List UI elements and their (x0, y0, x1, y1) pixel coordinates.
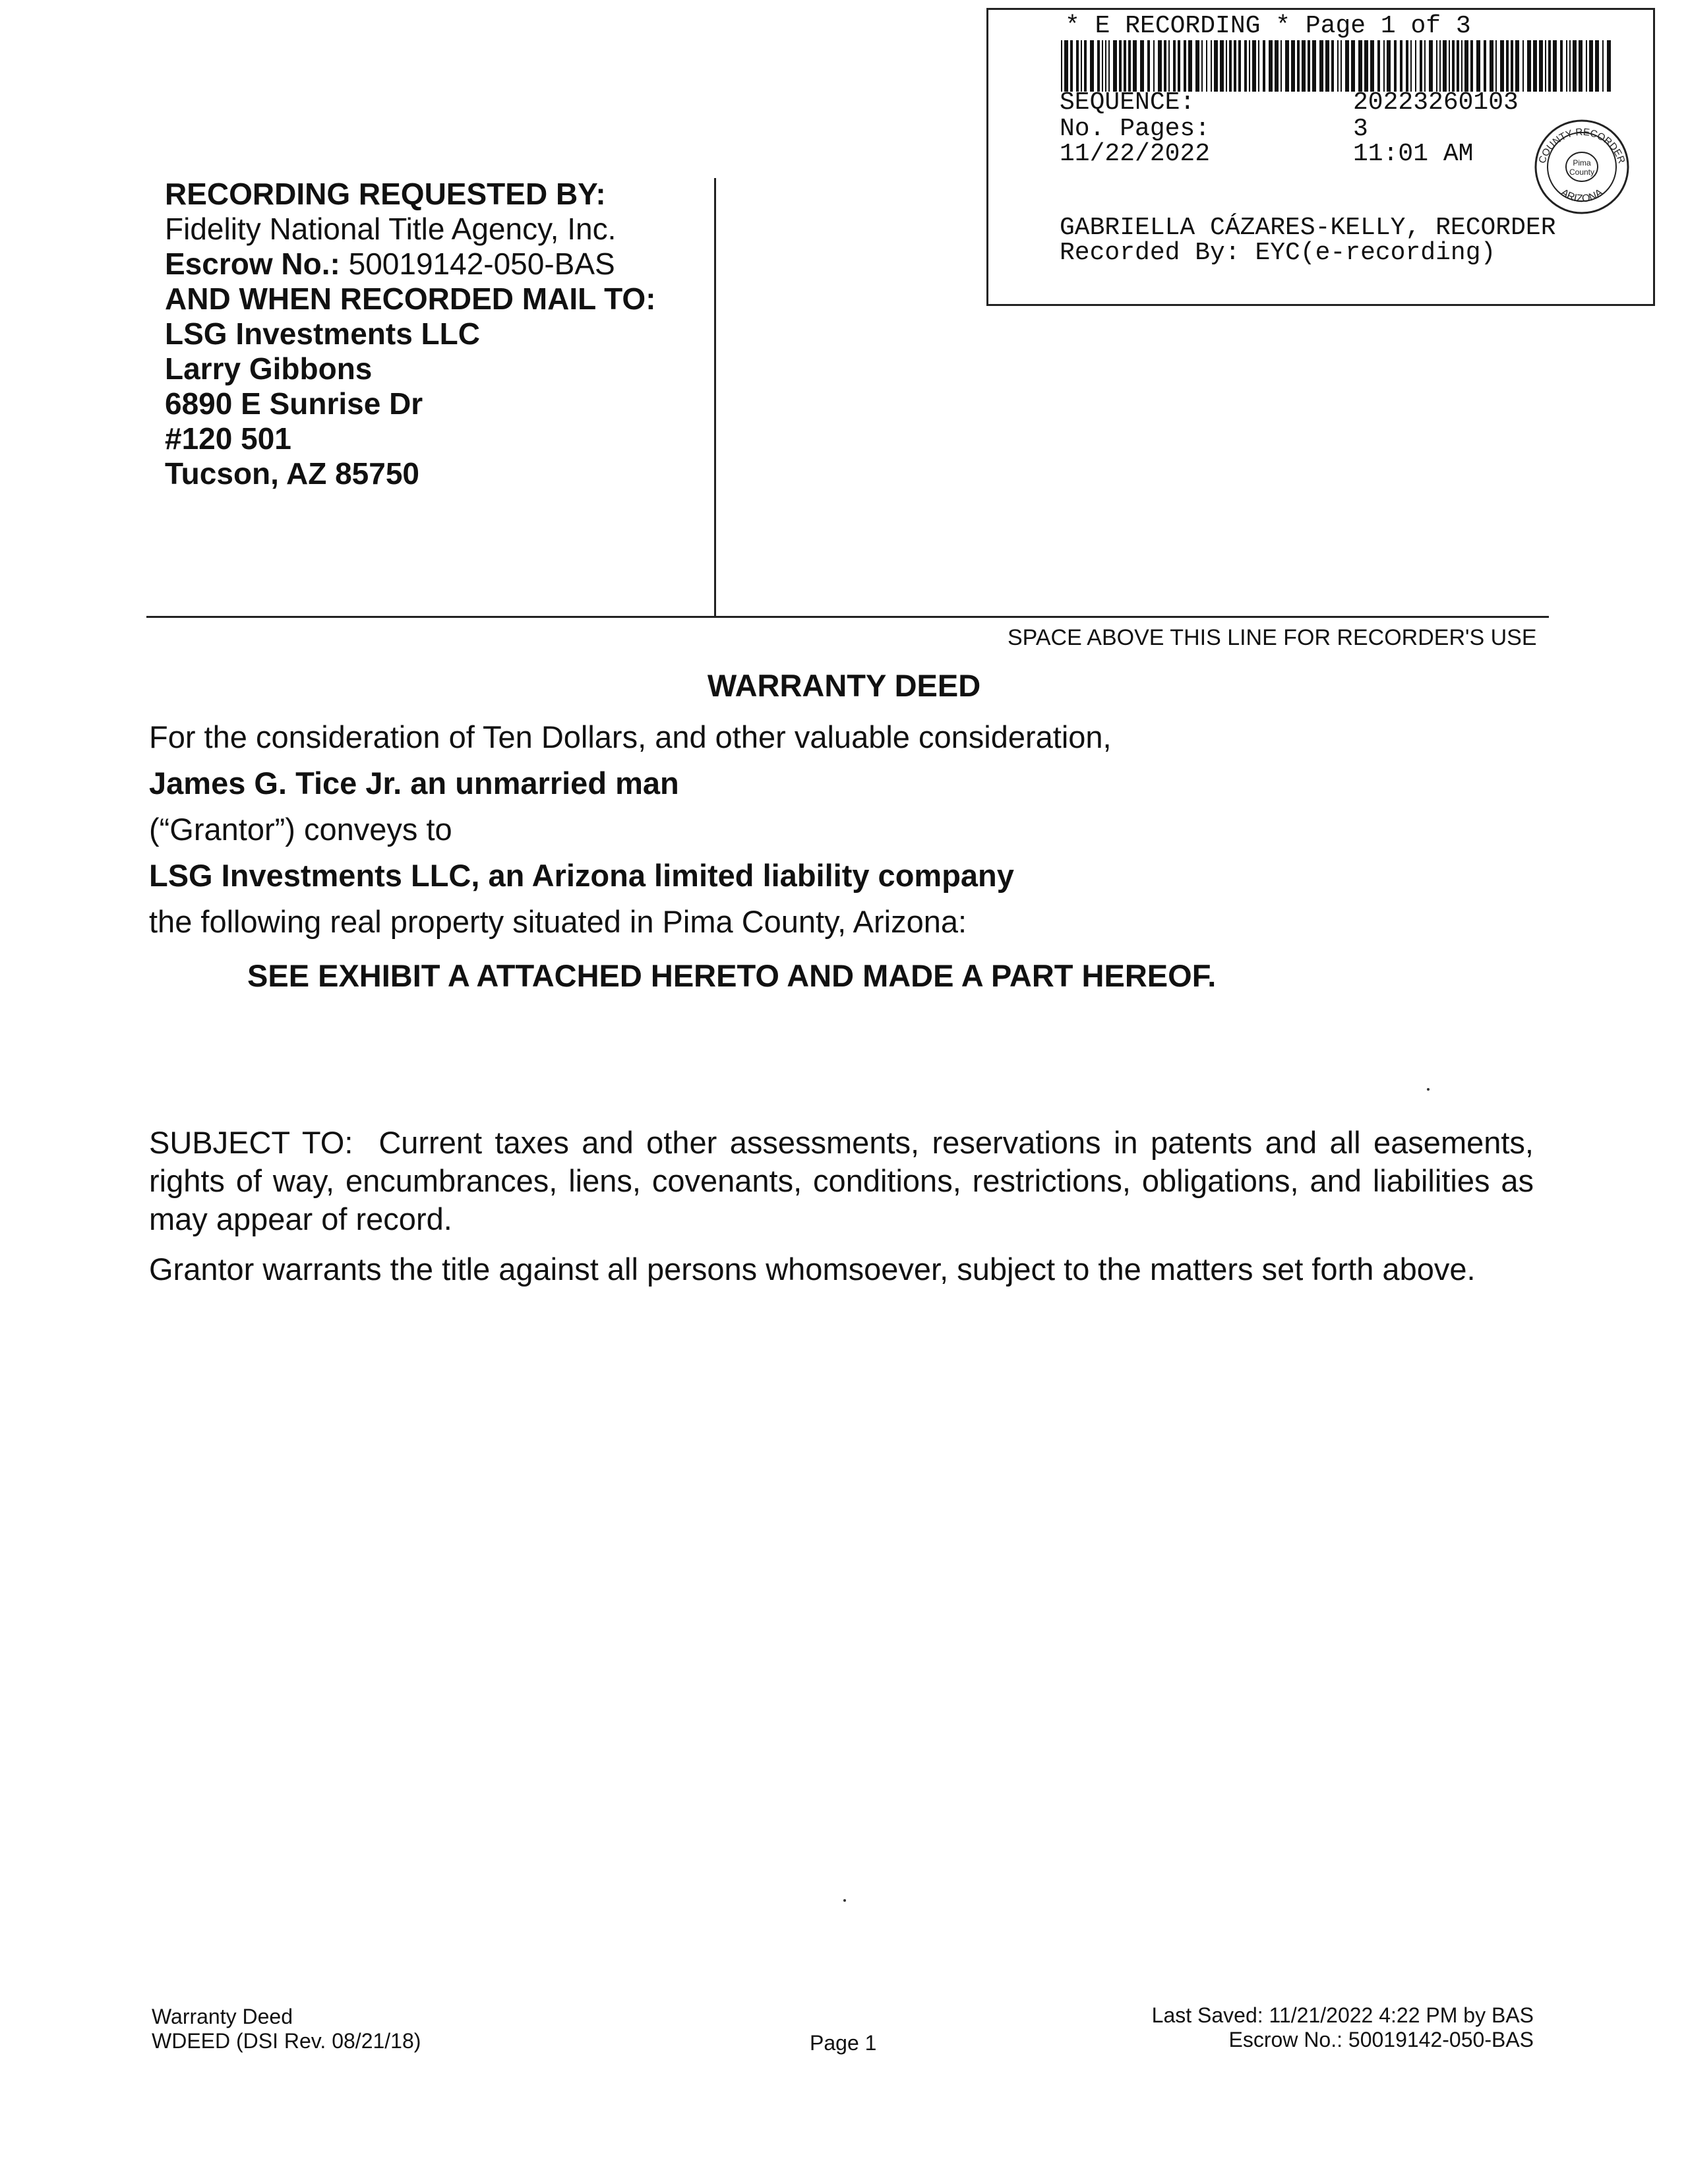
recorded-by: Recorded By: EYC(e-recording) (1060, 239, 1496, 267)
seal-center-1: Pima (1573, 158, 1591, 167)
stamp-header: * E RECORDING * Page 1 of 3 (1065, 12, 1471, 40)
barcode-icon (1061, 40, 1615, 92)
svg-text:ARIZONA (1559, 187, 1606, 204)
pages-label: No. Pages: (1060, 115, 1211, 143)
mail-heading: AND WHEN RECORDED MAIL TO: (165, 282, 656, 316)
seal-center-2: County (1569, 167, 1595, 177)
scan-speck (843, 1899, 846, 1902)
escrow-label: Escrow No.: (165, 247, 340, 281)
pages-value: 3 (1353, 115, 1368, 143)
mail-line: #120 501 (165, 421, 291, 456)
mail-line: LSG Investments LLC (165, 317, 480, 351)
mail-line: 6890 E Sunrise Dr (165, 386, 423, 421)
grantor-name: James G. Tice Jr. an unmarried man (149, 766, 679, 801)
footer-last-saved: Last Saved: 11/21/2022 4:22 PM by BAS (1151, 2003, 1534, 2027)
escrow-line (165, 247, 656, 282)
footer-right (1152, 2003, 1534, 2052)
recording-requested-block (165, 177, 656, 491)
mail-line: Larry Gibbons (165, 351, 373, 386)
footer-left (152, 2005, 421, 2053)
sequence-value: 20223260103 (1353, 88, 1519, 117)
header-divider-vertical (714, 178, 716, 617)
conveys-text: (“Grantor”) conveys to (149, 812, 452, 847)
footer-escrow: Escrow No.: 50019142-050-BAS (1228, 2028, 1534, 2051)
subject-label: SUBJECT TO: (149, 1125, 353, 1160)
record-date: 11/22/2022 (1060, 140, 1211, 168)
seal-top-text: COUNTY RECORDER (1536, 126, 1627, 166)
seal-bottom-text: ARIZONA (1558, 187, 1606, 205)
footer-page-number: Page 1 (810, 2031, 877, 2055)
recorder-stamp (986, 8, 1655, 306)
requested-heading: RECORDING REQUESTED BY: (165, 177, 606, 211)
record-time: 11:01 AM (1353, 140, 1474, 168)
requested-company: Fidelity National Title Agency, Inc. (165, 212, 617, 246)
county-seal-icon (1532, 117, 1631, 216)
footer-form-id: WDEED (DSI Rev. 08/21/18) (152, 2029, 421, 2053)
recorder-use-note: SPACE ABOVE THIS LINE FOR RECORDER'S USE (1008, 625, 1537, 650)
sequence-label: SEQUENCE: (1060, 88, 1195, 117)
recorder-space-line (146, 616, 1549, 618)
mail-line: Tucson, AZ 85750 (165, 456, 420, 491)
exhibit-reference: SEE EXHIBIT A ATTACHED HERETO AND MADE A PART HEREOF. (247, 958, 1217, 993)
grantee-name: LSG Investments LLC, an Arizona limited liability company (149, 858, 1014, 893)
document-title: WARRANTY DEED (707, 668, 981, 703)
warranty-clause: Grantor warrants the title against all persons whomsoever, subject to the matters set forth above. (149, 1252, 1476, 1287)
footer-doc-name: Warranty Deed (152, 2005, 293, 2028)
property-location-text: the following real property situated in Pima County, Arizona: (149, 904, 967, 939)
subject-text: Current taxes and other assessments, reservations in patents and all easements, rights of way, encumbrances, liens, covenants, conditions, restrictions, obligations, and liabilities as may appear of record. (149, 1125, 1534, 1236)
consideration-text: For the consideration of Ten Dollars, and other valuable consideration, (149, 719, 1112, 754)
escrow-value: 50019142-050-BAS (348, 247, 615, 281)
recorder-name: GABRIELLA CÁZARES-KELLY, RECORDER (1060, 214, 1556, 242)
scan-speck (1427, 1088, 1430, 1091)
subject-to-paragraph (149, 1124, 1534, 1238)
